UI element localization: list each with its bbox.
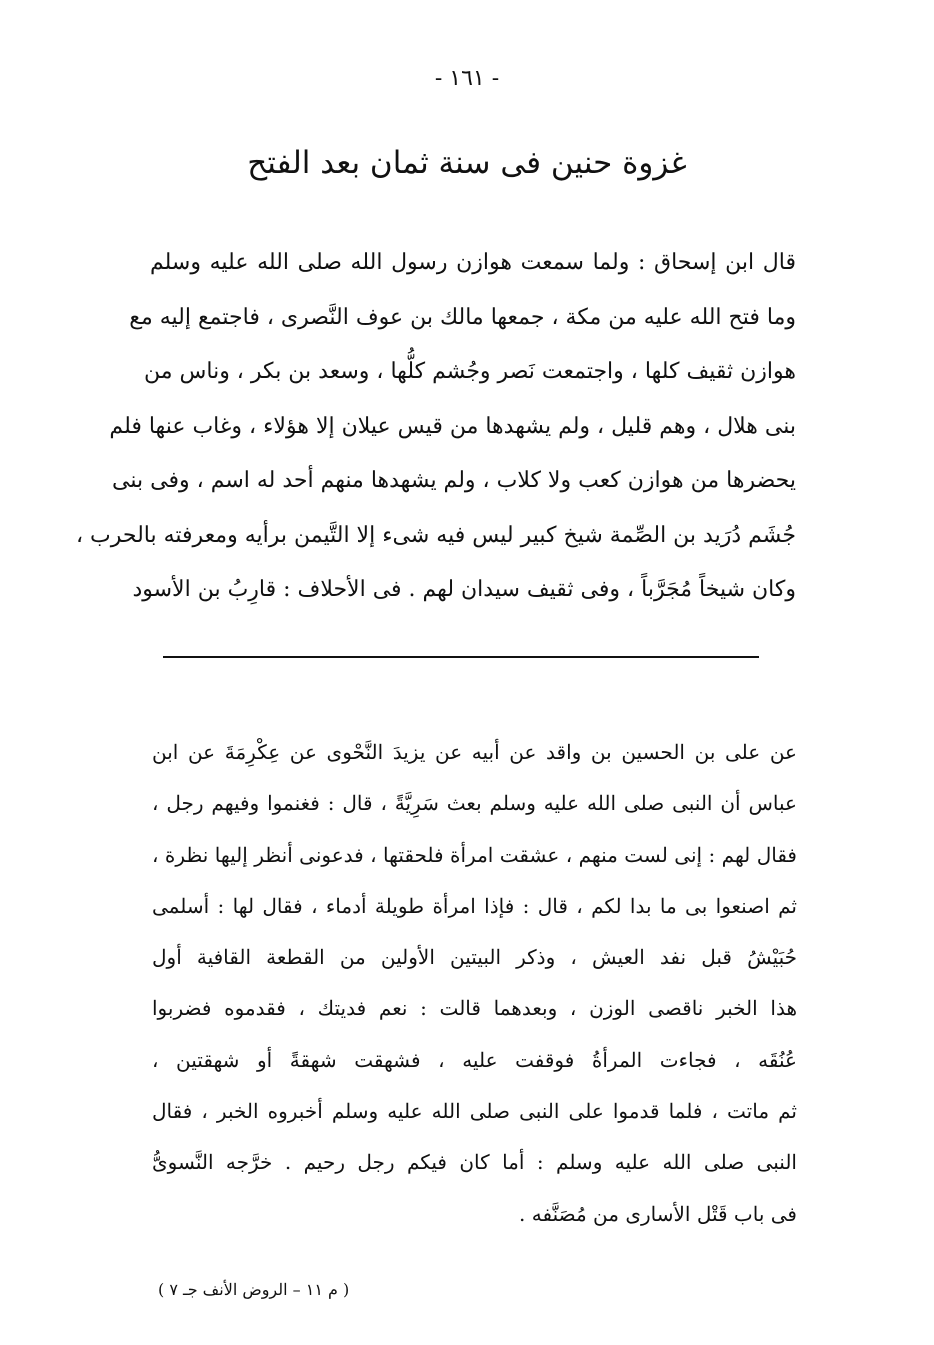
- main-line: قال ابن إسحاق : ولما سمعت هوازن رسول الله صلى الله عليه وسلم: [150, 250, 796, 275]
- footnote-separator: [163, 656, 759, 658]
- page-number: - ١٦١ -: [434, 66, 500, 91]
- footnote-line: ثم اصنعوا بى ما بدا لكم ، قال : فإذا امرأة طويلة أدماء ، فقال لها : أسلمى: [152, 893, 797, 918]
- footnote-line: هذا الخبر ناقصى الوزن ، وبعدهما قالت : نعم فديتك ، فقدموه فضربوا: [152, 996, 797, 1021]
- footnote-line: عباس أن النبى صلى الله عليه وسلم بعث سَرِيَّةً ، قال : فغنموا وفيهم رجل ،: [152, 791, 797, 816]
- footnote-line: عن على بن الحسين بن واقد عن أبيه عن يزيدَ النَّحْوى عن عِكْرِمَةَ عن ابن: [152, 740, 797, 764]
- footnote-line: ثم ماتت ، فلما قدموا على النبى صلى الله عليه وسلم أخبروه الخبر ، فقال: [152, 1099, 797, 1124]
- main-line: هوازن ثقيف كلها ، واجتمعت نَصر وجُشم كلُّها ، وسعد بن بكر ، وناس من: [143, 359, 796, 384]
- footnote-line: النبى صلى الله عليه وسلم : أما كان فيكم رجل رحيم . خرَّجه النَّسوىُّ: [152, 1150, 797, 1175]
- main-line: جُشَم دُرَيد بن الصِّمة شيخ كبير ليس فيه شىء إلا التَّيمن برأيه ومعرفته بالحرب ،: [75, 522, 796, 548]
- main-line: وما فتح الله عليه من مكة ، جمعها مالك بن عوف النَّصرى ، فاجتمع إليه مع: [129, 304, 796, 330]
- main-line: بنى هلال ، وهم قليل ، ولم يشهدها من قيس عيلان إلا هؤلاء ، وغاب عنها فلم: [109, 413, 796, 439]
- footnote-line: فقال لهم : إنى لست منهم ، عشقت امرأة فلحقتها ، فدعونى أنظر إليها نظرة ،: [152, 842, 797, 867]
- main-text: [75, 236, 796, 618]
- main-line: يحضرها من هوازن كعب ولا كلاب ، ولم يشهدها منهم أحد له اسم ، وفى بنى: [112, 468, 796, 493]
- footnote-text: [152, 727, 797, 1240]
- footnote-line: عُنُقَه ، فجاءت المرأةُ فوقفت عليه ، فشهقت شهقةً أو شهقتين ،: [152, 1047, 797, 1072]
- footnote-line: فى باب قَتْل الأسارى من مُصَنَّفه .: [519, 1201, 797, 1226]
- printer-signature: ( م ١١ – الروض الأنف جـ ٧ ): [158, 1280, 350, 1299]
- footnote-line: حُبَيْشُ قبل نفد العيش ، وذكر البيتين الأولين من القطعة القافية أول: [152, 945, 797, 970]
- main-line: وكان شيخاً مُجَرَّباً ، وفى ثقيف سيدان لهم . فى الأحلاف : قارِبُ بن الأسود: [132, 577, 796, 602]
- chapter-title: غزوة حنين فى سنة ثمان بعد الفتح: [247, 145, 687, 181]
